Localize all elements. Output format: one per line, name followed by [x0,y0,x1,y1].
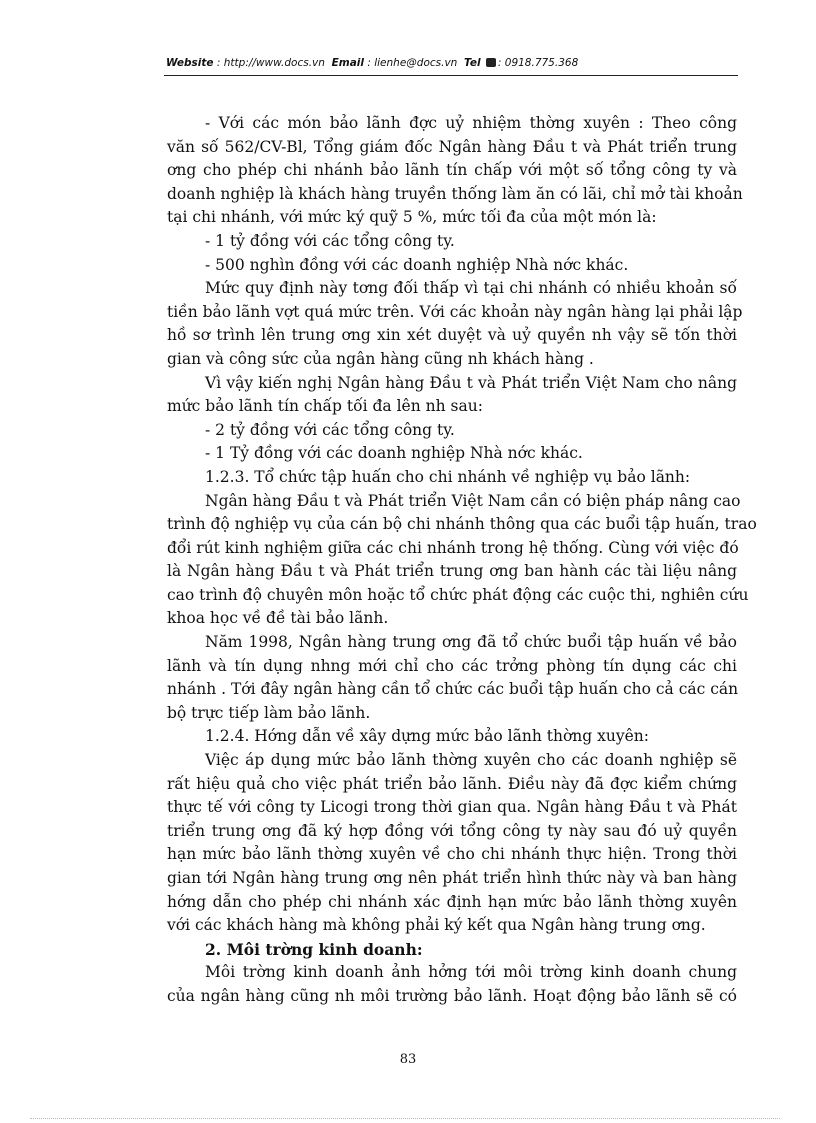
text-line: rất hiệu quả cho việc phát triển bảo lãnh. Điều này đã đợc kiểm chứng [167,774,737,793]
tel-label: Tel [464,57,481,69]
list-item [167,419,737,443]
page-header [166,57,651,69]
text-line: Năm 1998, Ngân hàng trung ơng đã tổ chức buổi tập huấn về bảo [205,633,737,652]
paragraph-kien-nghi [167,372,737,419]
document-body [167,112,757,1009]
phone-icon [486,58,496,67]
text-line: - 1 Tỷ đồng với các doanh nghiệp Nhà nớc khác. [205,444,583,463]
text-line: nhánh . Tới đây ngân hàng cần tổ chức các buổi tập huấn cho cả các cán [167,680,739,699]
text-line: ơng cho phép chi nhánh bảo lãnh tín chấp với một số tổng công ty và [167,161,737,180]
text-line: - 1 tỷ đồng với các tổng công ty. [205,231,455,250]
text-line: là Ngân hàng Đầu t và Phát triển trung ơng ban hành các tài liệu nâng [167,562,737,581]
text-line: mức bảo lãnh tín chấp tối đa lên nh sau: [167,397,483,416]
header-divider [164,75,738,76]
text-line: hớng dẫn cho phép chi nhánh xác định hạn mức bảo lãnh thờng xuyên [167,892,737,911]
page-number: 83 [399,1052,417,1067]
paragraph-bao-lanh-uy-nhiem [167,112,743,230]
footer-divider [30,1118,780,1119]
paragraph-moi-truong [167,961,737,1008]
text-line: với các khách hàng mà không phải ký kết qua Ngân hàng trung ơng. [167,916,706,935]
list-item [167,230,737,254]
email-label: Email [331,57,364,69]
text-line: Ngân hàng Đầu t và Phát triển Việt Nam cần có biện pháp nâng cao [205,491,741,510]
text-line: gian tới Ngân hàng trung ơng nên phát triển hình thức này và ban hàng [167,869,737,887]
text-line: - 2 tỷ đồng với các tổng công ty. [205,420,455,439]
text-line: - Với các món bảo lãnh đợc uỷ nhiệm thờng xuyên : Theo công [205,114,737,132]
text-line: tại chi nhánh, với mức ký quỹ 5 %, mức tối đa của một món là: [167,208,657,227]
text-line: hồ sơ trình lên trung ơng xin xét duyệt và uỷ quyền nh vậy sẽ tốn thời [167,326,737,345]
section-heading-1-2-3 [167,466,737,490]
text-line: - 500 nghìn đồng với các doanh nghiệp Nhà nớc khác. [205,255,629,274]
text-line: văn số 562/CV-Bl, Tổng giám đốc Ngân hàng Đầu t và Phát triển trung [167,137,737,156]
list-item [167,442,737,466]
section-heading-1-2-4 [167,725,737,749]
email-value: : lienhe@docs.vn [367,57,458,69]
text-line: thực tế với công ty Licogi trong thời gian qua. Ngân hàng Đầu t và Phát [167,798,737,817]
text-line: bộ trực tiếp làm bảo lãnh. [167,703,371,722]
text-line: Môi trờng kinh doanh ảnh hởng tới môi trờng kinh doanh chung [205,963,737,982]
text-line: đổi rút kinh nghiệm giữa các chi nhánh trong hệ thống. Cùng với việc đó [167,538,739,557]
text-line: 1.2.3. Tổ chức tập huấn cho chi nhánh về nghiệp vụ bảo lãnh: [205,467,691,486]
section-heading-2 [167,938,737,962]
text-line: của ngân hàng cũng nh môi trường bảo lãnh. Hoạt động bảo lãnh sẽ có [167,986,737,1005]
text-line: tiền bảo lãnh vợt quá mức trên. Với các khoản này ngân hàng lại phải lập [167,302,743,321]
text-line: triển trung ơng đã ký hợp đồng với tổng công ty này sau đó uỷ quyền [167,821,737,840]
text-line: khoa học về đề tài bảo lãnh. [167,609,389,628]
text-line: Mức quy định này tơng đối thấp vì tại chi nhánh có nhiều khoản số [205,279,737,298]
text-line: cao trình độ chuyên môn hoặc tổ chức phát động các cuộc thi, nghiên cứu [167,585,749,604]
text-line: doanh nghiệp là khách hàng truyền thống làm ăn có lãi, chỉ mở tài khoản [167,184,743,203]
text-line: Vì vậy kiến nghị Ngân hàng Đầu t và Phát triển Việt Nam cho nâng [205,373,737,392]
text-line: gian và công sức của ngân hàng cũng nh khách hàng . [167,349,594,368]
paragraph-nam-1998 [167,631,737,725]
text-line: 2. Môi trờng kinh doanh: [205,939,423,959]
paragraph-muc-quy-dinh [167,277,743,371]
text-line: Việc áp dụng mức bảo lãnh thờng xuyên cho các doanh nghiệp sẽ [205,751,737,770]
list-item [167,254,737,278]
text-line: 1.2.4. Hớng dẫn về xây dựng mức bảo lãnh thờng xuyên: [205,727,649,746]
text-line: lãnh và tín dụng nhng mới chỉ cho các trởng phòng tín dụng các chi [167,656,737,675]
text-line: hạn mức bảo lãnh thờng xuyên về cho chi nhánh thực hiện. Trong thời [167,845,737,864]
website-value: : http://www.docs.vn [216,57,325,69]
website-label: Website [166,57,214,69]
text-line: trình độ nghiệp vụ của cán bộ chi nhánh thông qua các buổi tập huấn, trao [167,515,757,534]
paragraph-muc-bao-lanh [167,749,737,938]
paragraph-tap-huan [167,490,757,632]
tel-value: : 0918.775.368 [497,57,579,69]
